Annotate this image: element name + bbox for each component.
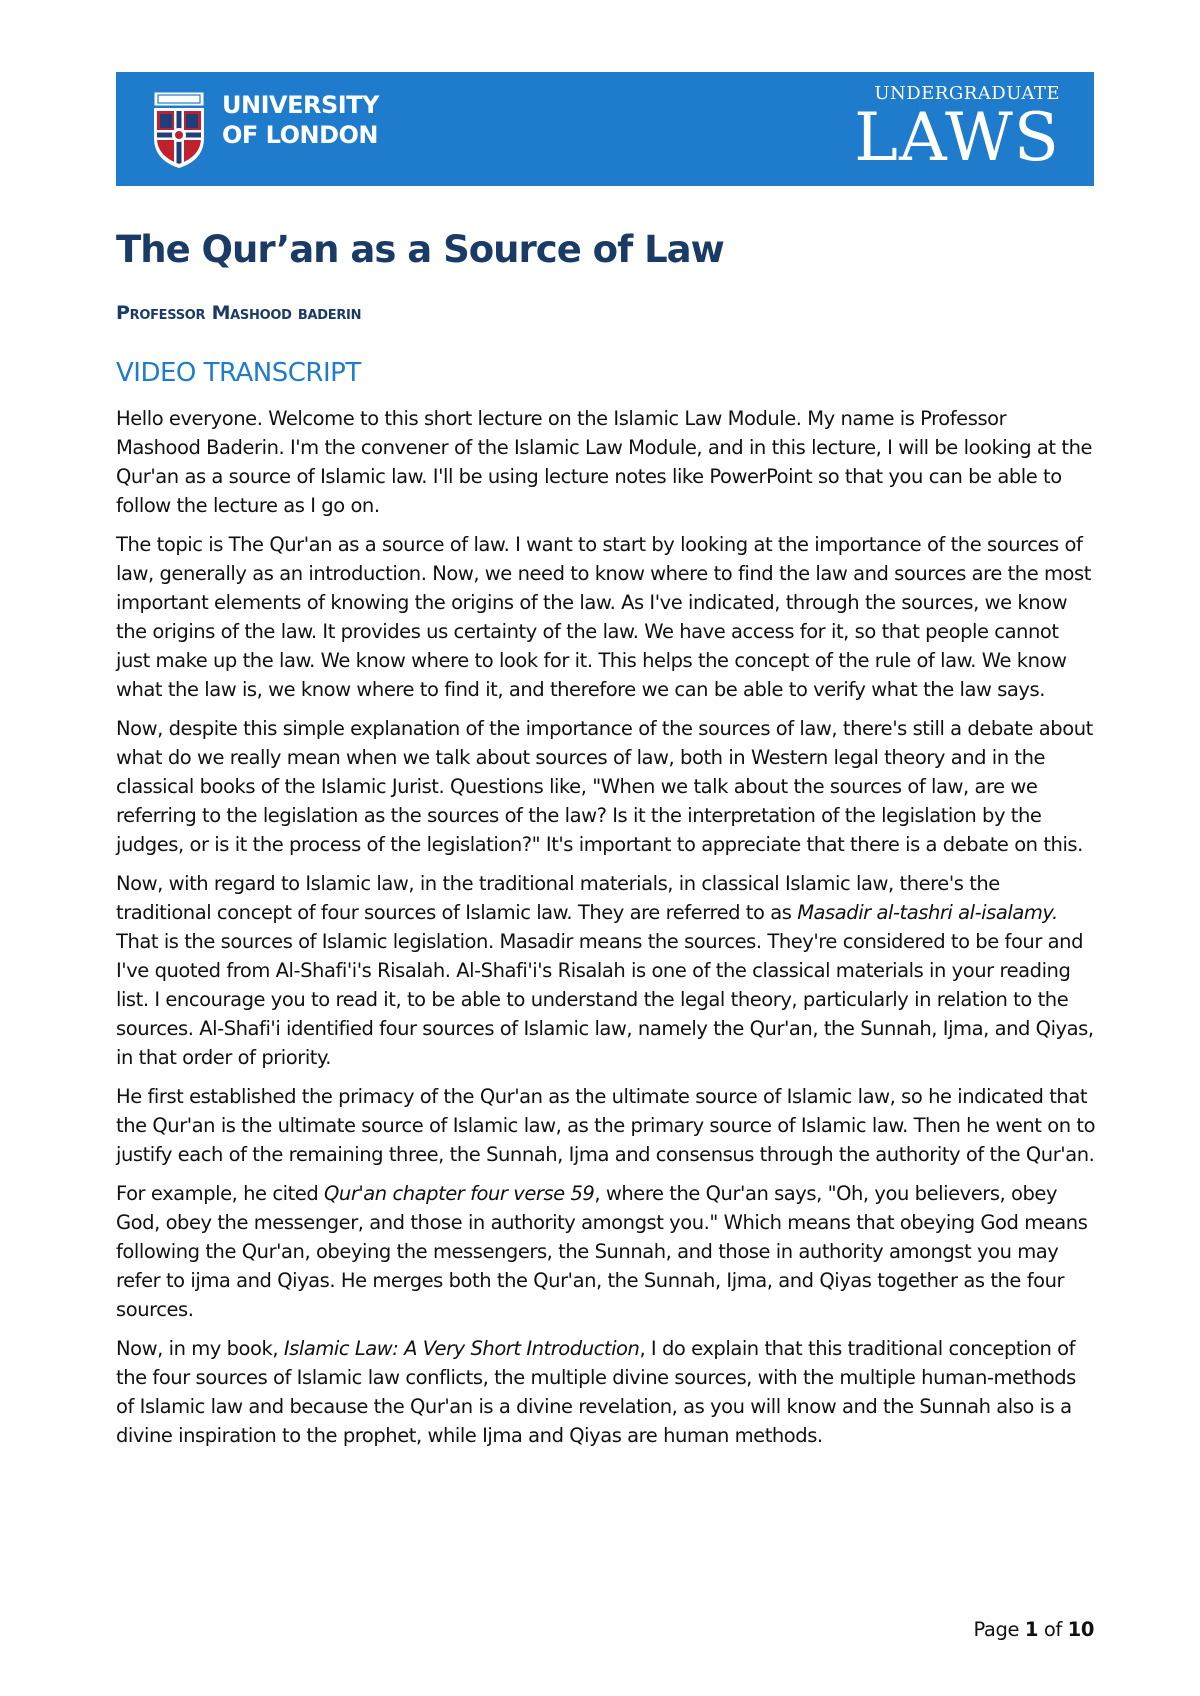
- header-banner: [116, 72, 1094, 186]
- page-number: [973, 1618, 1094, 1641]
- university-name-line1: UNIVERSITY: [222, 91, 379, 119]
- university-name: [222, 90, 379, 150]
- university-crest-icon: [152, 90, 206, 170]
- transcript-paragraph: [116, 869, 1096, 1072]
- transcript-paragraph: [116, 1179, 1096, 1324]
- paragraph-text: Hello everyone. Welcome to this short lecture on the Islamic Law Module. My name is Professor Mashood Baderin. I'm the convener of the Islamic Law Module, and in this lecture, I will be looking at the Qur'an as a source of Islamic law. I'll be using lecture notes like PowerPoint so that you can be able to follow the lecture as I go on.: [116, 407, 1093, 517]
- page-total: 10: [1067, 1618, 1094, 1641]
- section-heading: VIDEO TRANSCRIPT: [116, 358, 361, 388]
- transcript-paragraph: [116, 404, 1096, 520]
- italic-reference: Masadir al-tashri al-isalamy.: [797, 901, 1058, 924]
- document-title: The Qur’an as a Source of Law: [116, 228, 724, 271]
- italic-reference: Qur'an chapter four verse 59: [324, 1182, 595, 1205]
- transcript-paragraph: [116, 530, 1096, 704]
- paragraph-text: He first established the primacy of the Qur'an as the ultimate source of Islamic law, so he indicated that the Qur'an is the ultimate source of Islamic law, as the primary source of Islamic law. Then he went on to justify each of the remaining three, the Sunnah, Ijma and consensus through the authority of the Qur'an.: [116, 1085, 1096, 1166]
- page-of: of: [1043, 1618, 1062, 1641]
- italic-reference: Islamic Law: A Very Short Introduction: [283, 1337, 640, 1360]
- paragraph-text: For example, he cited: [116, 1182, 325, 1205]
- paragraph-text: , where the Qur'an says, "Oh, you believers, obey God, obey the messenger, and those in authority amongst you." Which means that obeying God means following the Qur'an, obeying the messengers, the Sunnah, and those in authority amongst you may refer to ijma and Qiyas. He merges both the Qur'an, the Sunnah, Ijma, and Qiyas together as the four sources.: [116, 1182, 1088, 1321]
- paragraph-text: , I do explain that this traditional conception of the four sources of Islamic law conflicts, the multiple divine sources, with the multiple human-methods of Islamic law and because the Qur'an is a divine revelation, as you will know and the Sunnah also is a divine inspiration to the prophet, while Ijma and Qiyas are human methods.: [116, 1337, 1076, 1447]
- transcript-paragraph: [116, 1334, 1096, 1450]
- document-author: Professor Mashood baderin: [116, 302, 362, 324]
- program-name: LAWS: [854, 99, 1060, 176]
- program-level: UNDERGRADUATE: [874, 83, 1060, 104]
- paragraph-text: Now, with regard to Islamic law, in the traditional materials, in classical Islamic law, there's the traditional concept of four sources of Islamic law. They are referred to as: [116, 872, 1000, 924]
- paragraph-text: Now, despite this simple explanation of the importance of the sources of law, there's still a debate about what do we really mean when we talk about sources of law, both in Western legal theory and in the classical books of the Islamic Jurist. Questions like, "When we talk about the sources of law, are we referring to the legislation as the sources of the law? Is it the interpretation of the legislation by the judges, or is it the process of the legislation?" It's important to appreciate that there is a debate on this.: [116, 717, 1093, 856]
- program-logo: [854, 83, 1060, 176]
- transcript-paragraph: [116, 714, 1096, 859]
- paragraph-text: The topic is The Qur'an as a source of law. I want to start by looking at the importance of the sources of law, generally as an introduction. Now, we need to know where to find the law and sources are the most important elements of knowing the origins of the law. As I've indicated, through the sources, we know the origins of the law. It provides us certainty of the law. We have access for it, so that people cannot just make up the law. We know where to look for it. This helps the concept of the rule of law. We know what the law is, we know where to find it, and therefore we can be able to verify what the law says.: [116, 533, 1091, 701]
- paragraph-text: That is the sources of Islamic legislation. Masadir means the sources. They're considered to be four and I've quoted from Al-Shafi'i's Risalah. Al-Shafi'i's Risalah is one of the classical materials in your reading list. I encourage you to read it, to be able to understand the legal theory, particularly in relation to the sources. Al-Shafi'i identified four sources of Islamic law, namely the Qur'an, the Sunnah, Ijma, and Qiyas, in that order of priority.: [116, 930, 1094, 1069]
- paragraph-text: Now, in my book,: [116, 1337, 284, 1360]
- transcript-paragraph: [116, 1082, 1096, 1169]
- transcript-body: [116, 404, 1096, 1460]
- page-label: Page: [973, 1618, 1020, 1641]
- university-name-line2: OF LONDON: [222, 121, 378, 149]
- page-current: 1: [1024, 1618, 1039, 1641]
